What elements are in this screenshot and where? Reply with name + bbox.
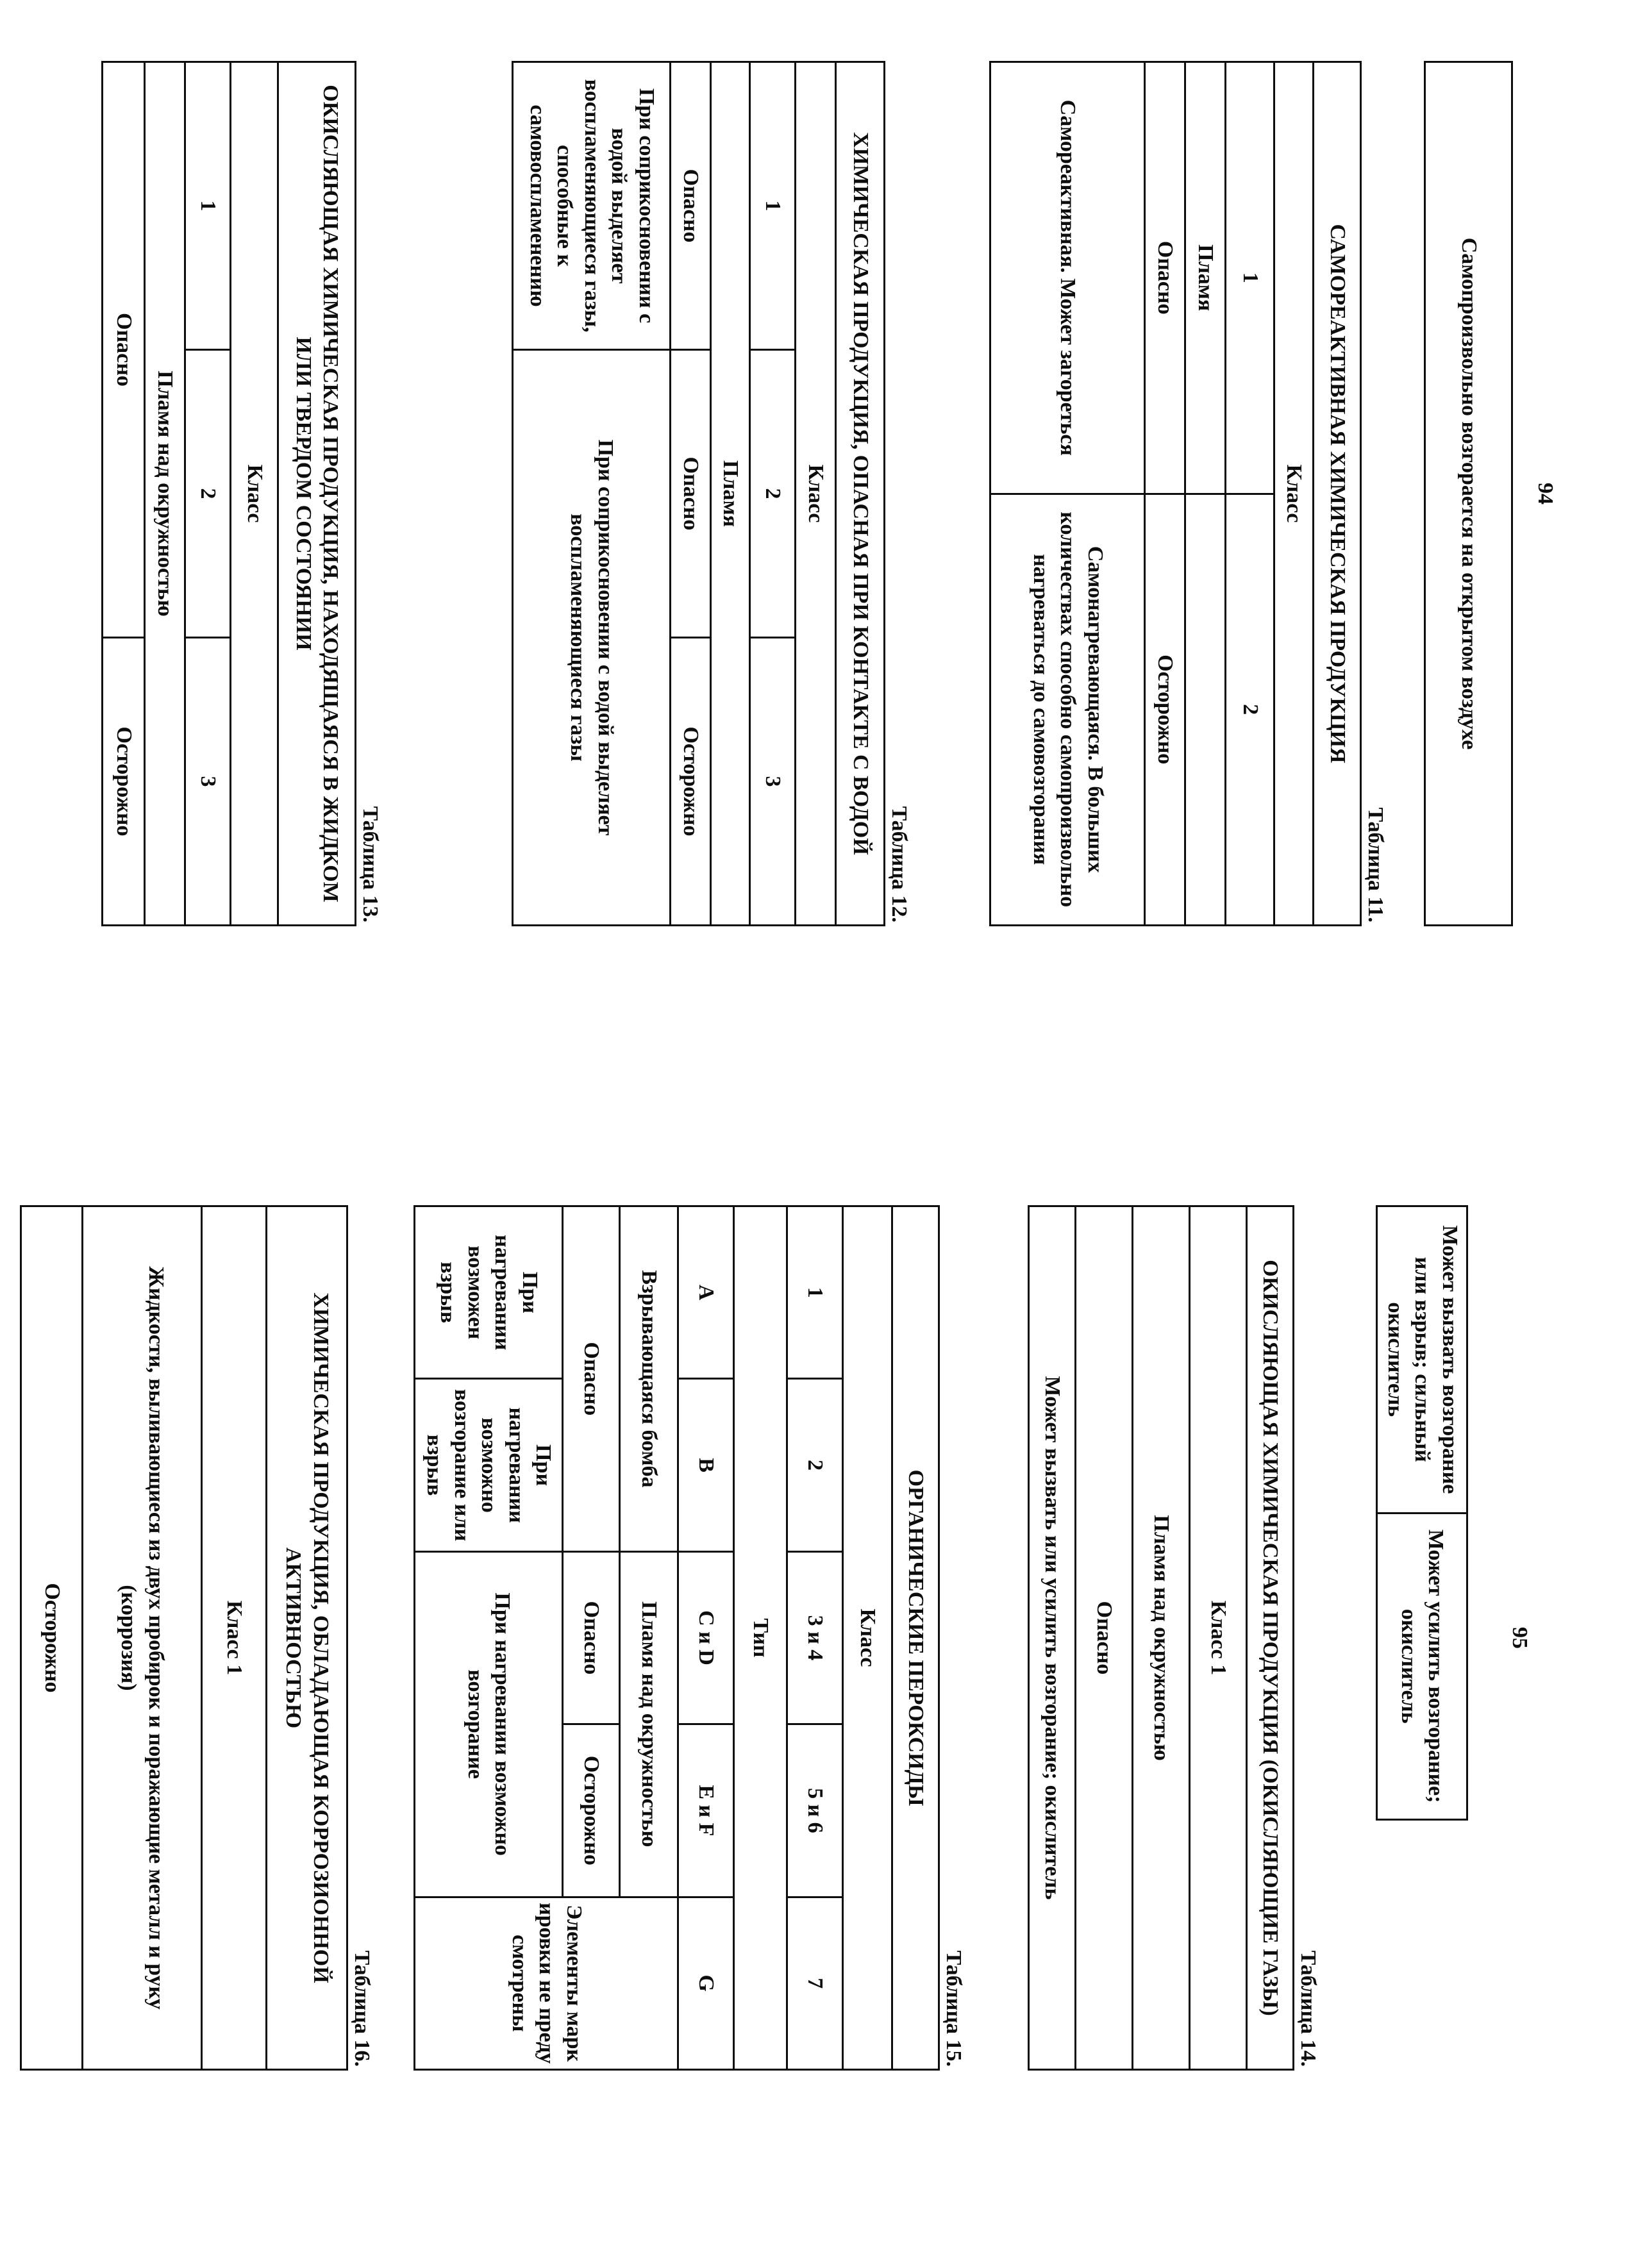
table12-title: ХИМИЧЕСКАЯ ПРОДУКЦИЯ, ОПАСНАЯ ПРИ КОНТАКТЕ С ВОДОЙ — [836, 62, 885, 926]
table11-title: САМОРЕАКТИВНАЯ ХИМИЧЕСКАЯ ПРОДУКЦИЯ — [1314, 62, 1361, 926]
table13-signal-1: Опасно — [103, 62, 145, 638]
table15-pictogram-flame-circle: Пламя над окружностью — [620, 1551, 678, 1897]
table12-hazard-2-3: При соприкосновении с водой выделяет воспламеняющиеся газы — [513, 350, 671, 926]
table11-class-header: Класс — [1274, 62, 1314, 926]
table12-class-3: 3 — [750, 638, 796, 926]
table-16 — [20, 1205, 348, 2071]
table-row — [21, 1206, 83, 2070]
table12-class-header: Класс — [796, 62, 836, 926]
table-row — [1029, 1206, 1076, 2070]
table15-hazard-3: При нагревании возможно возгорание — [415, 1551, 563, 1897]
table-row — [231, 62, 278, 926]
table11-hazard-1: Самореактивная. Может загореться — [990, 62, 1145, 494]
table-row — [1226, 62, 1274, 926]
table-row — [620, 1206, 678, 2070]
table16-title: ХИМИЧЕСКАЯ ПРОДУКЦИЯ, ОБЛАДАЮЩАЯ КОРРОЗИОННОЙ АКТИВНОСТЬЮ — [267, 1206, 347, 2070]
table13-class-header: Класс — [231, 62, 278, 926]
table12-signal-1: Опасно — [671, 62, 711, 350]
table-11 — [989, 61, 1362, 926]
table15-class-3-4: 3 и 4 — [787, 1551, 843, 1724]
table13-pictogram: Пламя над окружностью — [145, 62, 185, 926]
table15-signal-2: Опасно — [563, 1551, 620, 1724]
page-number-94: 94 — [1533, 483, 1557, 504]
table-row — [1185, 62, 1226, 926]
table-row — [1190, 1206, 1247, 2070]
table14-class-row: Класс 1 — [1190, 1206, 1247, 2070]
table12-class-2: 2 — [750, 350, 796, 638]
table14-hazard: Может вызвать или усилить возгорание; окислитель — [1029, 1206, 1076, 2070]
table12-class-1: 1 — [750, 62, 796, 350]
table-15 — [414, 1205, 940, 2071]
table12-hazard-1: При соприкосновении с водой выделяет воспламеняющиеся газы, способные к самовоспламенению — [513, 62, 671, 350]
table-row — [787, 1206, 843, 2070]
table-row — [1145, 62, 1185, 926]
table-row — [267, 1206, 347, 2070]
table13-class-3: 3 — [185, 638, 231, 926]
table-row — [678, 1206, 734, 2070]
page-94 — [51, 61, 1558, 926]
table15-signal-1: Опасно — [563, 1206, 620, 1552]
table-row — [796, 62, 836, 926]
table15-type-ef: E и F — [678, 1724, 734, 1897]
table-row — [843, 1206, 892, 2070]
table11-pictogram-2 — [1185, 494, 1226, 926]
table14-title: ОКИСЛЯЮЩАЯ ХИМИЧЕСКАЯ ПРОДУКЦИЯ (ОКИСЛЯЮЩИЕ ГАЗЫ) — [1247, 1206, 1294, 2070]
table15-pictogram-bomb: Взрывающаяся бомба — [620, 1206, 678, 1552]
table15-no-marking: Элементы маркировки не предусмотрены — [415, 1897, 678, 2069]
continuation-table-p94 — [1424, 61, 1513, 926]
table-13 — [101, 61, 356, 926]
table15-title: ОРГАНИЧЕСКИЕ ПЕРОКСИДЫ — [892, 1206, 939, 2070]
table-row — [185, 62, 231, 926]
table15-signal-3: Осторожно — [563, 1724, 620, 1897]
table13-label: Таблица 13. — [358, 806, 382, 922]
table16-description: Жидкости, выливающиеся из двух пробирок и поражающие металл и руку (коррозия) — [83, 1206, 202, 2070]
continuation-table-p95 — [1376, 1205, 1468, 1821]
continuation-cell-1: Может вызвать возгорание или взрыв; сильный окислитель — [1377, 1206, 1467, 1513]
table12-signal-2: Опасно — [671, 350, 711, 638]
table14-signal: Опасно — [1076, 1206, 1133, 2070]
table-14 — [1028, 1205, 1294, 2071]
table11-signal-2: Осторожно — [1145, 494, 1185, 926]
table15-hazard-2: При нагревании возможно возгорание или взрыв — [415, 1379, 563, 1551]
table12-signal-3: Осторожно — [671, 638, 711, 926]
table14-label: Таблица 14. — [1296, 1950, 1320, 2067]
table-row — [1133, 1206, 1190, 2070]
table-12 — [512, 61, 885, 926]
table16-signal: Осторожно — [21, 1206, 83, 2070]
table15-type-header: Тип — [734, 1206, 787, 2070]
table-row — [990, 62, 1145, 926]
table12-label: Таблица 12. — [887, 806, 911, 922]
table11-class-2: 2 — [1226, 494, 1274, 926]
table-row — [734, 1206, 787, 2070]
page-95 — [40, 1205, 1577, 2071]
table-row — [278, 62, 356, 926]
table12-pictogram: Пламя — [711, 62, 750, 926]
table13-class-2: 2 — [185, 350, 231, 638]
table11-class-1: 1 — [1226, 62, 1274, 494]
table-row — [513, 62, 671, 926]
table15-class-7: 7 — [787, 1897, 843, 2069]
continuation-cell: Самопроизвольно возгорается на открытом воздухе — [1425, 62, 1512, 926]
table15-class-5-6: 5 и 6 — [787, 1724, 843, 1897]
table15-type-cd: C и D — [678, 1551, 734, 1724]
table11-signal-1: Опасно — [1145, 62, 1185, 494]
page-number-95: 95 — [1508, 1627, 1532, 1649]
table11-hazard-2: Самонагревающаяся. В больших количествах способно самопроизвольно нагреваться до самовозгорания — [990, 494, 1145, 926]
table-row — [671, 62, 711, 926]
table-row — [1314, 62, 1361, 926]
table-row — [145, 62, 185, 926]
table15-class-1: 1 — [787, 1206, 843, 1379]
table-row — [1425, 62, 1512, 926]
table-row — [750, 62, 796, 926]
table-row — [103, 62, 145, 926]
table11-label: Таблица 11. — [1364, 807, 1387, 922]
table16-class-row: Класс 1 — [202, 1206, 267, 2070]
table11-pictogram-1: Пламя — [1185, 62, 1226, 494]
table15-class-header: Класс — [843, 1206, 892, 2070]
table15-type-g: G — [678, 1897, 734, 2069]
table15-hazard-1: При нагревании возможен взрыв — [415, 1206, 563, 1379]
table15-type-b: B — [678, 1379, 734, 1551]
table-row — [1076, 1206, 1133, 2070]
table-row — [83, 1206, 202, 2070]
table-row — [202, 1206, 267, 2070]
table16-label: Таблица 16. — [350, 1950, 374, 2067]
table-row — [892, 1206, 939, 2070]
table15-class-2: 2 — [787, 1379, 843, 1551]
table13-signal-2: Осторожно — [103, 638, 145, 926]
table14-pictogram: Пламя над окружностью — [1133, 1206, 1190, 2070]
table15-type-a: A — [678, 1206, 734, 1379]
table-row — [1274, 62, 1314, 926]
continuation-cell-2: Может усилить возгорание; окислитель — [1377, 1513, 1467, 1820]
table13-title: ОКИСЛЯЮЩАЯ ХИМИЧЕСКАЯ ПРОДУКЦИЯ, НАХОДЯЩАЯСЯ В ЖИДКОМ ИЛИ ТВЕРДОМ СОСТОЯНИИ — [278, 62, 356, 926]
table-row — [1377, 1206, 1467, 1820]
table15-label: Таблица 15. — [942, 1950, 965, 2067]
table-row — [836, 62, 885, 926]
table-row — [1247, 1206, 1294, 2070]
table13-class-1: 1 — [185, 62, 231, 350]
table-row — [711, 62, 750, 926]
